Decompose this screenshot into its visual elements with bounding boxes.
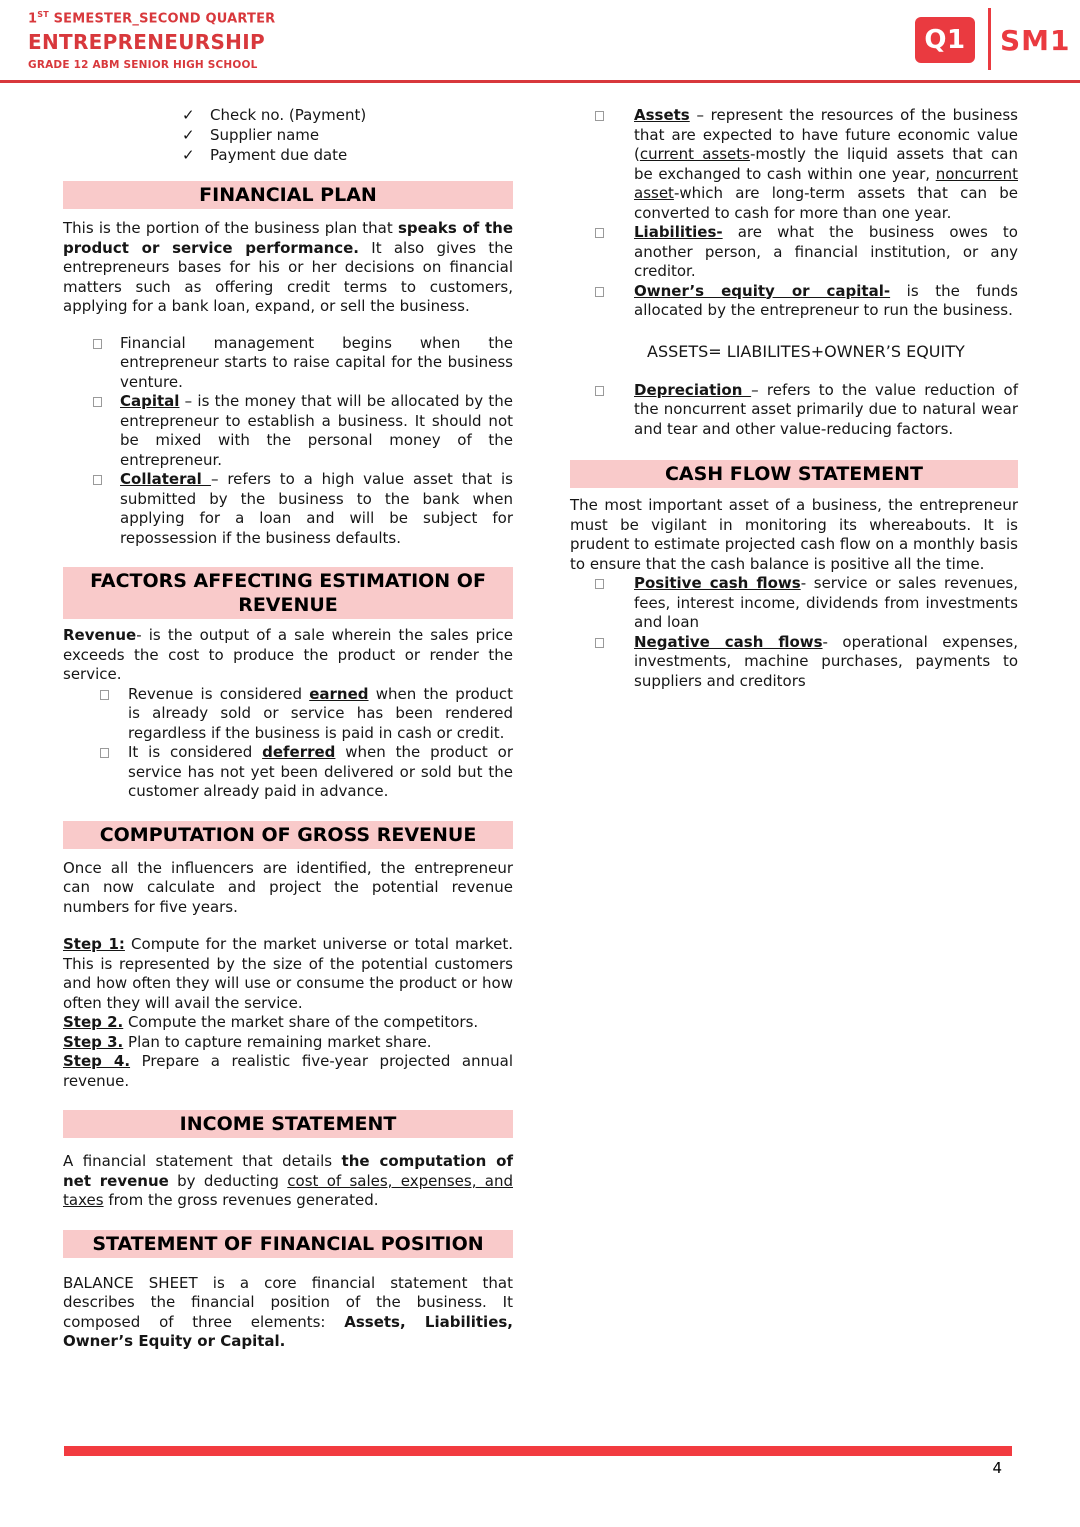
brand-block bbox=[28, 10, 275, 71]
list-item bbox=[570, 574, 1018, 633]
checklist-text: Payment due date bbox=[210, 146, 348, 164]
square-bullet-icon bbox=[595, 287, 604, 297]
bullet-list bbox=[570, 381, 1018, 440]
list-item bbox=[63, 105, 513, 125]
right-column bbox=[570, 98, 1018, 691]
list-item bbox=[63, 392, 513, 470]
square-bullet-icon bbox=[595, 638, 604, 648]
bullet-text: Assets – represent the resources of the business that are expected to have future economic value (current assets-mostly the liquid assets that can be exchanged to cash within one year, noncurrent asset-which are long-term assets that can be converted to cash for more than one year. bbox=[634, 106, 1018, 222]
step-paragraph: Step 3. Plan to capture remaining market share. bbox=[63, 1032, 432, 1051]
square-bullet-icon bbox=[595, 228, 604, 238]
bullet-text: Negative cash flows- operational expenses, investments, machine purchases, payments to suppliers and creditors bbox=[634, 632, 1018, 690]
list-item bbox=[570, 381, 1018, 440]
section-heading-financial-plan: FINANCIAL PLAN bbox=[63, 181, 513, 209]
square-bullet-icon bbox=[93, 475, 102, 485]
list-item bbox=[63, 743, 513, 802]
check-icon: ✓ bbox=[182, 146, 195, 164]
paragraph: This is the portion of the business plan that speaks of the product or service performance. It also gives the entrepreneurs bases for his or her decisions on financial matters such as offering credit terms to customers, applying for a bank loan, expand, or sell the business. bbox=[63, 219, 513, 315]
bullet-text: Liabilities- are what the business owes to another person, a financial institution, or any creditor. bbox=[634, 223, 1018, 280]
square-bullet-icon bbox=[93, 397, 102, 407]
quarter-badge: Q1 bbox=[915, 17, 975, 63]
list-item bbox=[63, 685, 513, 744]
list-item bbox=[63, 145, 513, 165]
list-item bbox=[570, 223, 1018, 282]
step-paragraph: Step 2. Compute the market share of the competitors. bbox=[63, 1013, 479, 1031]
paragraph: The most important asset of a business, the entrepreneur must be vigilant in monitoring its whereabouts. It is prudent to estimate projected cash flow on a monthly basis to ensure that the cash balance is positive all the time. bbox=[570, 496, 1018, 573]
paragraph: BALANCE SHEET is a core financial statement that describes the financial position of the business. It composed of three elements: Assets, Liabilities, Owner’s Equity or Capital. bbox=[63, 1273, 513, 1350]
bullet-list bbox=[570, 574, 1018, 691]
list-item bbox=[63, 125, 513, 145]
section-heading-factors: FACTORS AFFECTING ESTIMATION OF REVENUE bbox=[63, 567, 513, 619]
accounting-equation: ASSETS= LIABILITES+OWNER’S EQUITY bbox=[647, 341, 965, 361]
list-item bbox=[570, 633, 1018, 692]
square-bullet-icon bbox=[595, 111, 604, 121]
bullet-text: Financial management begins when the entrepreneur starts to raise capital for the business venture. bbox=[120, 333, 513, 391]
grade-subtitle: GRADE 12 ABM SENIOR HIGH SCHOOL bbox=[28, 59, 258, 72]
paragraph: A financial statement that details the computation of net revenue by deducting cost of sales, expenses, and taxes from the gross revenues generated. bbox=[63, 1152, 513, 1209]
list-item bbox=[570, 106, 1018, 223]
check-icon: ✓ bbox=[182, 126, 195, 144]
step-paragraph: Step 4. Prepare a realistic five-year projected annual revenue. bbox=[63, 1052, 513, 1090]
bullet-text: Positive cash flows- service or sales revenues, fees, interest income, dividends from investments and loan bbox=[634, 574, 1019, 631]
module-badge: SM1 bbox=[1000, 24, 1071, 57]
badge-divider bbox=[988, 8, 991, 70]
page-title: ENTREPRENEURSHIP bbox=[28, 30, 265, 55]
bullet-text: Owner’s equity or capital- is the funds allocated by the entrepreneur to run the business. bbox=[634, 281, 1018, 319]
bullet-text: Depreciation – refers to the value reduction of the noncurrent asset primarily due to natural wear and tear and other value-reducing factors. bbox=[634, 380, 1018, 438]
bullet-text: Revenue is considered earned when the product is already sold or service has been rendered regardless if the business is paid in cash or credit. bbox=[128, 684, 513, 742]
bullet-text: It is considered deferred when the product or service has not yet been delivered or sold but the customer already paid in advance. bbox=[128, 743, 513, 800]
list-item bbox=[63, 470, 513, 548]
section-heading-gross-revenue: COMPUTATION OF GROSS REVENUE bbox=[63, 821, 513, 849]
page-number: 4 bbox=[992, 1459, 1002, 1477]
check-icon: ✓ bbox=[182, 106, 195, 124]
section-heading-cash-flow: CASH FLOW STATEMENT bbox=[570, 460, 1018, 488]
paragraph: Once all the influencers are identified, the entrepreneur can now calculate and project the potential revenue numbers for five years. bbox=[63, 858, 513, 916]
bullet-text: Collateral – refers to a high value asset that is submitted by the business to the bank when applying for a loan and will be subject for repossession if the business defaults. bbox=[120, 470, 513, 547]
bullet-list bbox=[570, 106, 1018, 321]
semester-kicker: 1ST SEMESTER_SECOND QUARTER bbox=[28, 10, 276, 27]
section-heading-financial-position: STATEMENT OF FINANCIAL POSITION bbox=[63, 1230, 513, 1258]
checklist-text: Check no. (Payment) bbox=[210, 106, 367, 124]
step-paragraph: Step 1: Compute for the market universe or total market. This is represented by the size of the potential customers and how often they will use or consume the product or how often they will avail the service. bbox=[63, 935, 513, 1012]
section-heading-income-statement: INCOME STATEMENT bbox=[63, 1110, 513, 1138]
footer-rule bbox=[64, 1446, 1012, 1456]
square-bullet-icon bbox=[595, 386, 604, 396]
bullet-list bbox=[63, 334, 513, 549]
checklist bbox=[63, 105, 513, 165]
square-bullet-icon bbox=[93, 339, 102, 349]
checklist-text: Supplier name bbox=[210, 126, 320, 144]
bullet-list bbox=[63, 685, 513, 802]
header-rule bbox=[0, 80, 1080, 83]
paragraph: Revenue- is the output of a sale wherein the sales price exceeds the cost to produce the product or render the service. bbox=[63, 626, 513, 683]
square-bullet-icon bbox=[595, 579, 604, 589]
list-item bbox=[570, 282, 1018, 321]
bullet-text: Capital – is the money that will be allocated by the entrepreneur to establish a business. It should not be mixed with the personal money of the entrepreneur. bbox=[120, 392, 513, 469]
list-item bbox=[63, 334, 513, 393]
left-column bbox=[63, 98, 513, 1352]
square-bullet-icon bbox=[100, 748, 109, 758]
square-bullet-icon bbox=[100, 690, 109, 700]
